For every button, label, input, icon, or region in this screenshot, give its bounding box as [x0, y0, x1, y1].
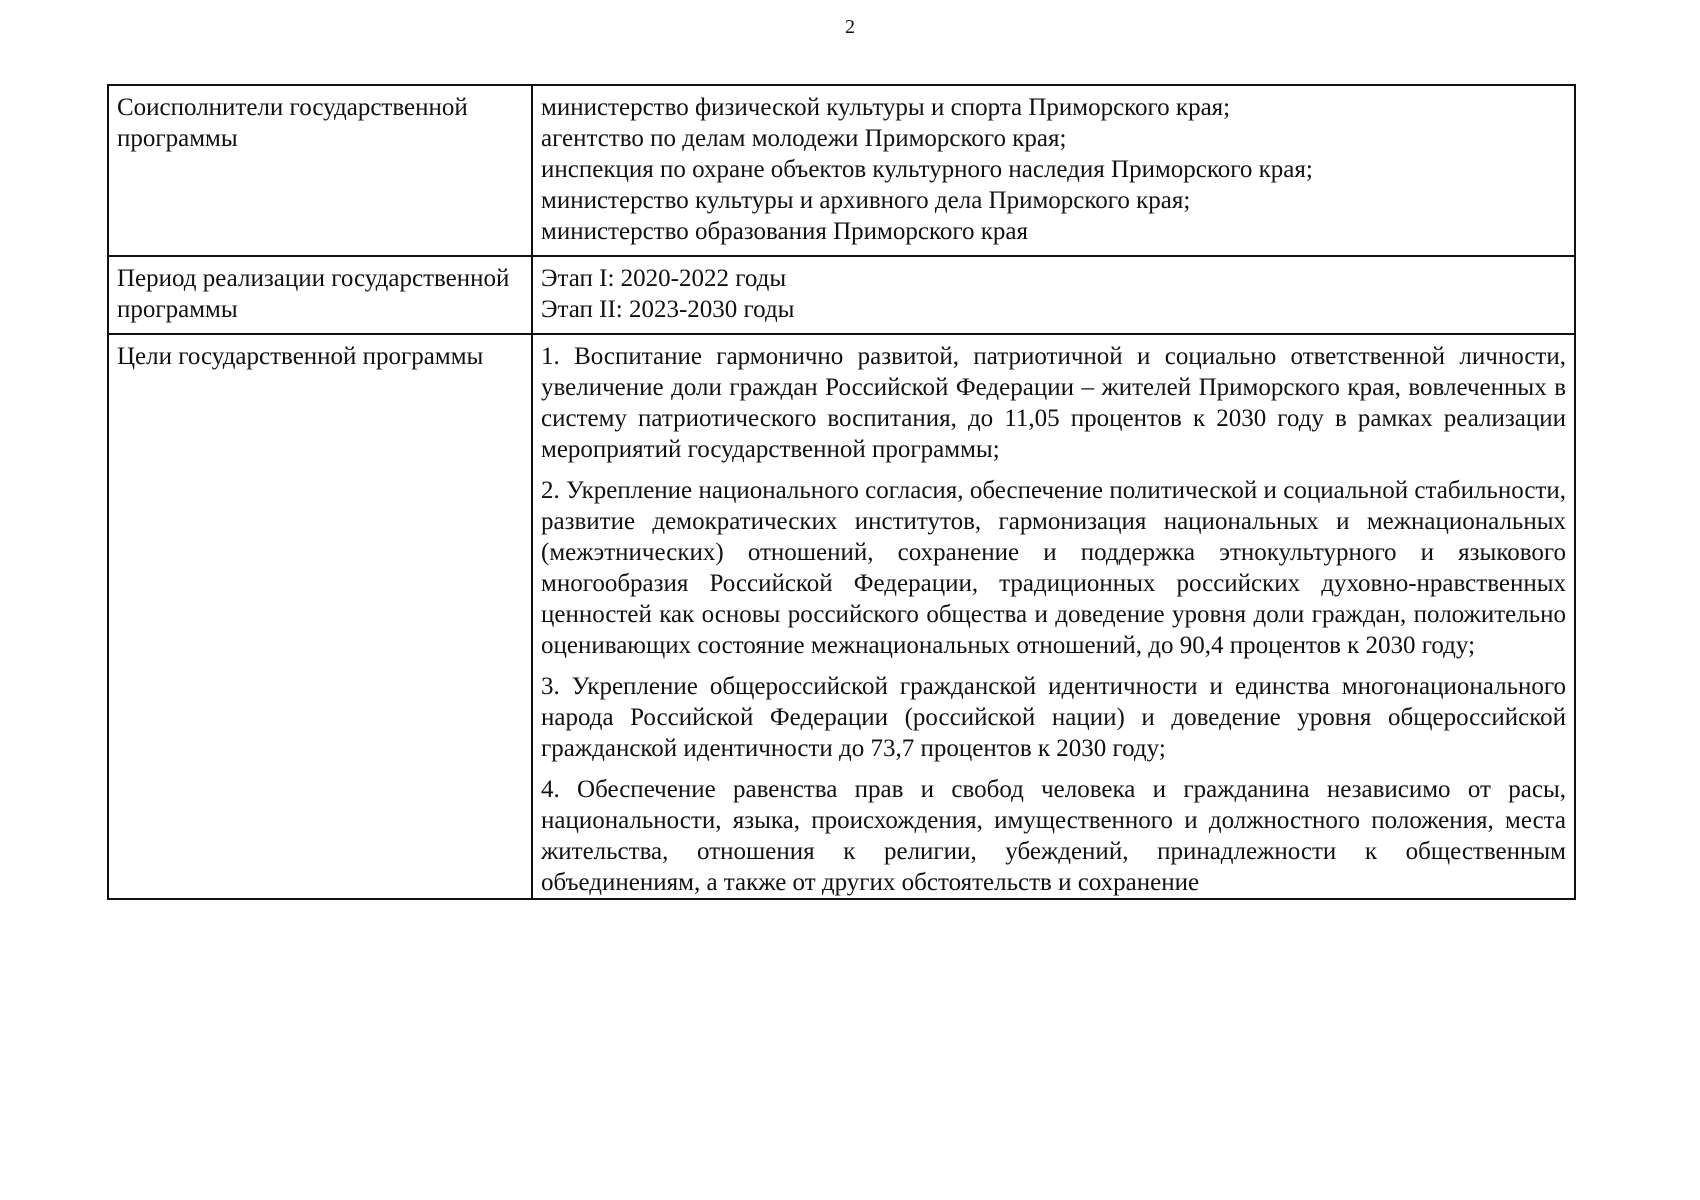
- page-number: 2: [845, 16, 855, 38]
- goals-label: Цели государственной программы: [108, 334, 532, 899]
- co-executor-item: министерство физической культуры и спорта Приморского края;: [541, 94, 1231, 121]
- co-executors-value: [532, 85, 1575, 256]
- period-stage-item: Этап II: 2023-2030 годы: [541, 296, 795, 323]
- goal-item: 2. Укрепление национального согласия, обеспечение политической и социальной стабильности, развитие демократических институтов, гармонизация национальных и межнациональных (межэтнических) отношений, сохранение и поддержка этнокультурного и языкового многообразия Российской Федерации, традиционных российских духовно-нравственных ценностей как основы российского общества и доведение уровня доли граждан, положительно оценивающих состояние межнациональных отношений, до 90,4 процентов к 2030 году;: [541, 477, 1566, 659]
- co-executor-item: министерство образования Приморского края: [541, 218, 1028, 245]
- period-label: Период реализации государственной программы: [108, 256, 532, 334]
- table-row-goals: [108, 334, 1575, 899]
- goal-item: 1. Воспитание гармонично развитой, патриотичной и социально ответственной личности, увеличение доли граждан Российской Федерации – жителей Приморского края, вовлеченных в систему патриотического воспитания, до 11,05 процентов к 2030 году в рамках реализации мероприятий государственной программы;: [541, 343, 1566, 463]
- table-row-co-executors: [108, 85, 1575, 256]
- goals-value: [532, 334, 1575, 899]
- goal-item: 4. Обеспечение равенства прав и свобод человека и гражданина независимо от расы, национальности, языка, происхождения, имущественного и должностного положения, места жительства, отношения к религии, убеждений, принадлежности к общественным объединениям, а также от других обстоятельств и сохранение: [541, 776, 1566, 896]
- co-executor-item: инспекция по охране объектов культурного наследия Приморского края;: [541, 156, 1313, 183]
- co-executors-label: Соисполнители государственной программы: [108, 85, 532, 256]
- co-executor-item: министерство культуры и архивного дела Приморского края;: [541, 187, 1191, 214]
- period-value: [532, 256, 1575, 334]
- goal-item: 3. Укрепление общероссийской гражданской идентичности и единства многонационального народа Российской Федерации (российской нации) и доведение уровня общероссийской гражданской идентичности до 73,7 процентов к 2030 году;: [541, 673, 1566, 762]
- table-row-period: [108, 256, 1575, 334]
- co-executor-item: агентство по делам молодежи Приморского края;: [541, 125, 1067, 152]
- period-stage-item: Этап I: 2020-2022 годы: [541, 265, 787, 292]
- program-passport-table: [107, 84, 1576, 900]
